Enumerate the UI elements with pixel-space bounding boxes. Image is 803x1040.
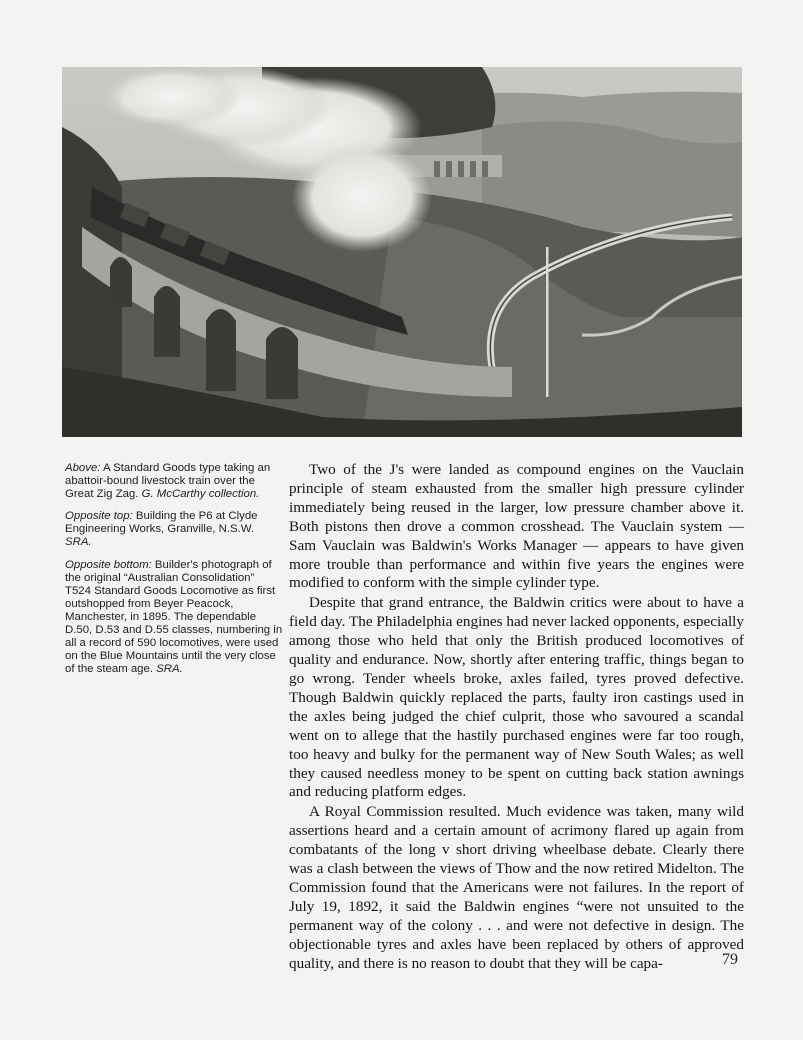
caption-lead: Opposite bottom: [65, 558, 152, 571]
body-paragraph: Two of the J's were landed as compound engines on the Vauclain principle of steam exhausted from the smaller high pressure cylinder immediately being reused in the larger, low pressure chamber above it. Both pistons then drove a common crosshead. The Vauclain system — Sam Vauclain was Baldwin's Works Manager — appears to have given more trouble than performance and within five years the engines were modified to conform with the simple cylinder type. [289, 461, 744, 592]
photo-illustration [62, 67, 742, 437]
main-text [289, 461, 744, 973]
photograph-zig-zag-viaduct [62, 67, 742, 437]
photo-captions [65, 462, 283, 685]
caption-opposite-top [65, 510, 283, 549]
caption-text: A Standard Goods type taking an abattoir-bound livestock train over the Great Zig Zag. [65, 462, 271, 501]
caption-credit: SRA. [156, 663, 183, 676]
page-number: 79 [722, 951, 738, 968]
caption-opposite-bottom [65, 559, 283, 677]
caption-text: Builder's photograph of the original “Australian Consolidation” T524 Standard Goods Locomotive as first outshopped from Beyer Peacock, Manchester, in 1895. The dependable D.50, D.53 and D.55 classes, numbering in all a record of 590 locomotives, were used on the Blue Mountains until the very close of the steam age. [65, 558, 283, 676]
caption-credit: SRA. [65, 536, 92, 549]
caption-credit: G. McCarthy collection. [141, 488, 260, 501]
caption-lead: Opposite top: [65, 510, 133, 523]
caption-above [65, 462, 283, 501]
body-paragraph: A Royal Commission resulted. Much evidence was taken, many wild assertions heard and a certain amount of acrimony flared up again from combatants of the long v short driving wheelbase debate. Clearly there was a clash between the views of Thow and the now retired Midelton. The Commission found that the Americans were not failures. In the report of July 19, 1892, it said the Baldwin engines “were not unsuited to the permanent way of the colony . . . and were not defective in design. The objectionable tyres and axles have been replaced by others of approved quality, and there is no reason to doubt that they will be capa- [289, 803, 744, 972]
caption-text: Building the P6 at Clyde Engineering Works, Granville, N.S.W. [65, 510, 258, 536]
caption-lead: Above: [65, 462, 101, 474]
body-paragraph: Despite that grand entrance, the Baldwin critics were about to have a field day. The Philadelphia engines had never lacked opponents, especially among those who held that only the British produced locomotives of quality and endurance. Now, shortly after entering traffic, things began to go wrong. Tender wheels broke, axles failed, tyres proved defective. Though Baldwin quickly replaced the parts, faulty iron castings used in the axles being judged the chief culprit, those who savoured a scandal went on to allege that the hastily purchased engines were far too rough, too heavy and bulky for the permanent way of New South Wales; as well they caused needless money to be spent on cutting back station awnings and reducing platform edges. [289, 594, 744, 801]
